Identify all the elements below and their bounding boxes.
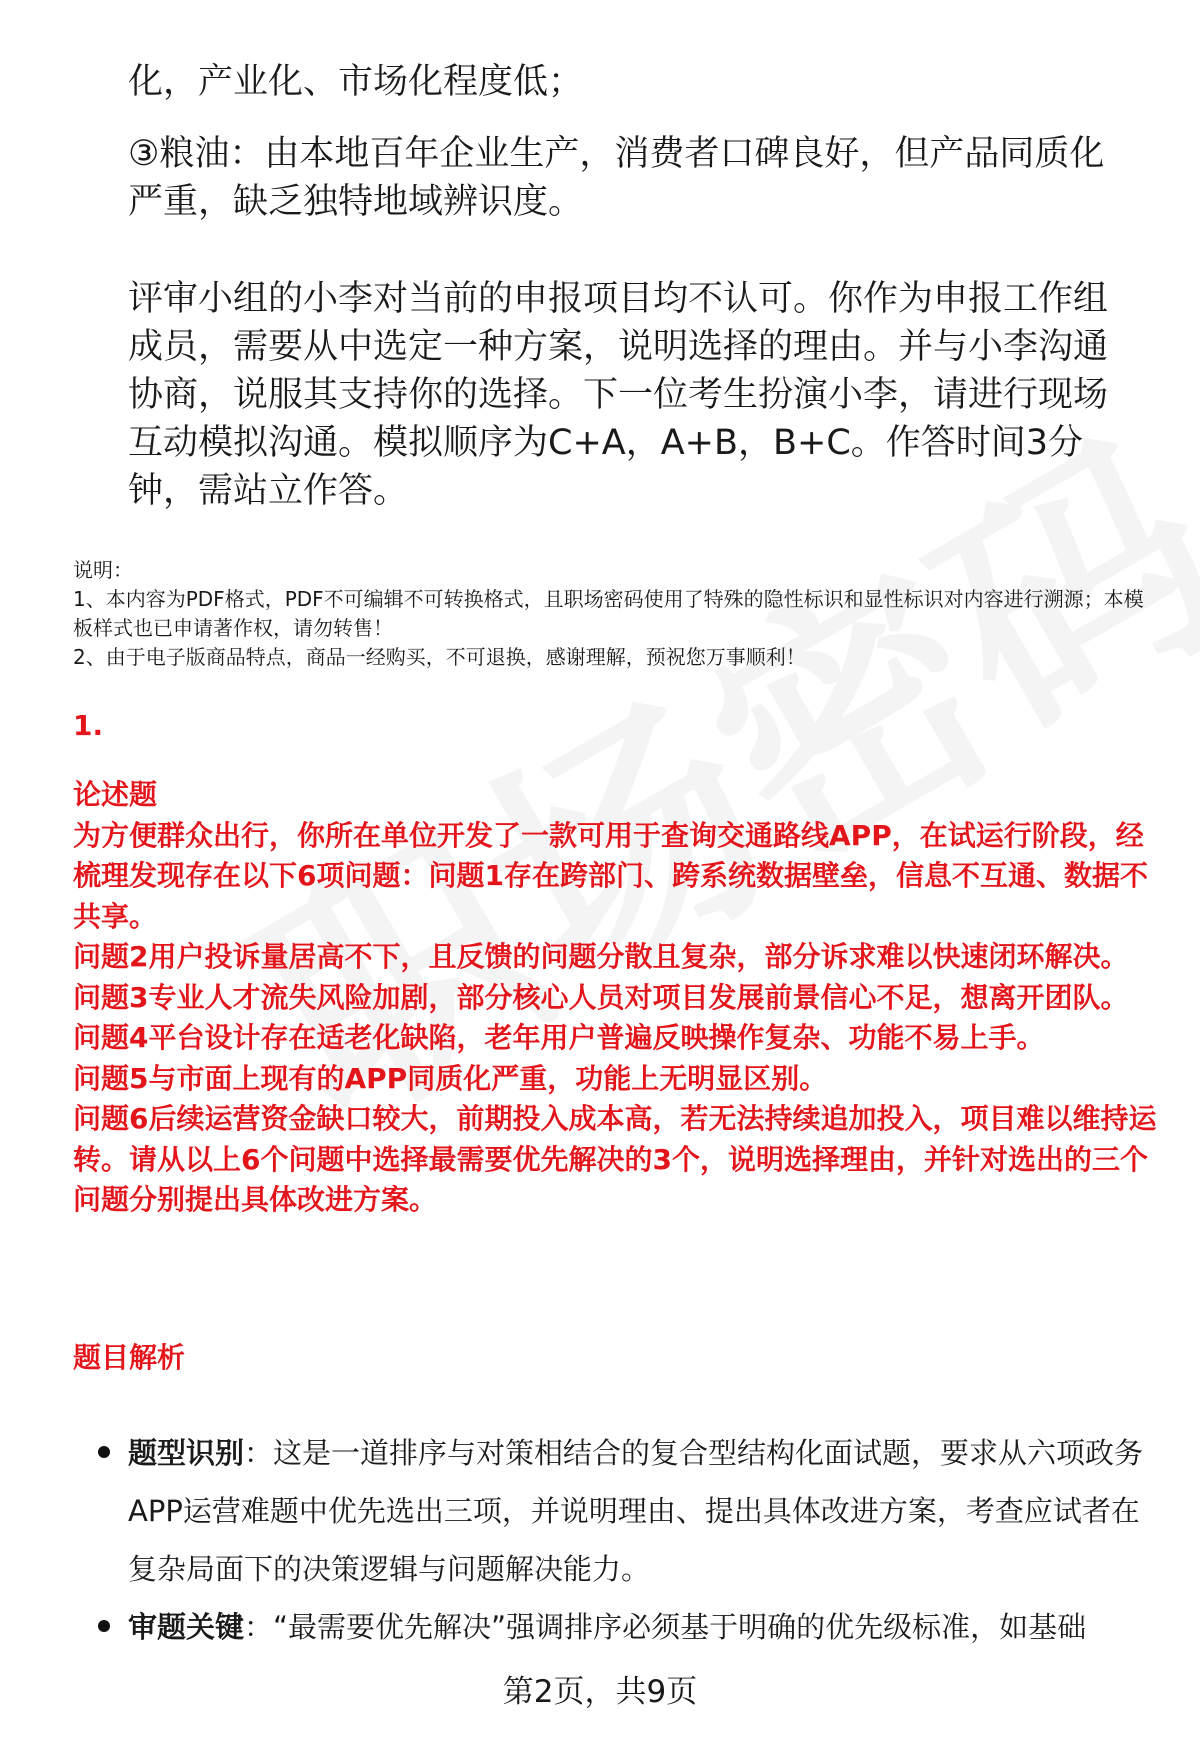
question-block — [73, 775, 1163, 1221]
question-number: 1. — [73, 709, 104, 742]
bullet-text: ：“最需要优先解决”强调排序必须基于明确的优先级标准，如基础 — [244, 1610, 1087, 1644]
analysis-title: 题目解析 — [73, 1341, 186, 1374]
analysis-bullets — [98, 1424, 1148, 1656]
notes-title: 说明： — [73, 558, 133, 582]
question-type: 论述题 — [73, 778, 158, 811]
notes-item-1: 1、本内容为PDF格式，PDF不可编辑不可转换格式，且职场密码使用了特殊的隐性标识和显性标识对内容进行溯源；本模板样式也已申请著作权，请勿转售！ — [73, 587, 1144, 640]
notes-item-2: 2、由于电子版商品特点，商品一经购买，不可退换，感谢理解，预祝您万事顺利！ — [73, 645, 806, 669]
question-line-2: 问题2用户投诉量居高不下，且反馈的问题分散且复杂，部分诉求难以快速闭环解决。 — [73, 940, 1129, 973]
bullet-dot-icon — [98, 1446, 110, 1458]
question-line-6: 问题6后续运营资金缺口较大，前期投入成本高，若无法持续追加投入，项目难以维持运转。请从以上6个问题中选择最需要优先解决的3个，说明选择理由，并针对选出的三个问题分别提出具体改进方案。 — [73, 1102, 1157, 1216]
intro-para-2: ③粮油：由本地百年企业生产，消费者口碑良好，但产品同质化严重，缺乏独特地域辨识度。 — [128, 134, 1105, 222]
bullet-text: ：这是一道排序与对策相结合的复合型结构化面试题，要求从六项政务APP运营难题中优先选出三项，并说明理由、提出具体改进方案，考查应试者在复杂局面下的决策逻辑与问题解决能力。 — [128, 1436, 1144, 1586]
bullet-label: 题型识别 — [128, 1436, 245, 1470]
intro-line-1: 化，产业化、市场化程度低； — [128, 62, 584, 102]
bullet-item — [98, 1598, 1148, 1656]
bullet-item — [98, 1424, 1148, 1598]
bullet-dot-icon — [98, 1620, 110, 1632]
page-footer: 第2页，共9页 — [502, 1674, 698, 1710]
bullet-label: 审题关键 — [128, 1610, 245, 1644]
question-line-4: 问题4平台设计存在适老化缺陷，老年用户普遍反映操作复杂、功能不易上手。 — [73, 1021, 1045, 1054]
intro-text — [128, 58, 1138, 106]
intro-para-3: 评审小组的小李对当前的申报项目均不认可。你作为申报工作组成员，需要从中选定一种方案，说明选择的理由。并与小李沟通协商，说服其支持你的选择。下一位考生扮演小李，请进行现场互动模拟沟通。模拟顺序为C+A，A+B，B+C。作答时间3分钟，需站立作答。 — [128, 279, 1109, 511]
question-line-3: 问题3专业人才流失风险加剧，部分核心人员对项目发展前景信心不足，想离开团队。 — [73, 980, 1129, 1014]
intro-paragraph-2 — [128, 130, 1138, 226]
intro-paragraph-3 — [128, 275, 1138, 515]
question-line-1: 为方便群众出行，你所在单位开发了一款可用于查询交通路线APP，在试运行阶段，经梳理发现存在以下6项问题：问题1存在跨部门、跨系统数据壁垒，信息不互通、数据不共享。 — [73, 818, 1148, 933]
question-line-5: 问题5与市面上现有的APP同质化严重，功能上无明显区别。 — [73, 1061, 828, 1095]
notes-section — [73, 556, 1163, 672]
